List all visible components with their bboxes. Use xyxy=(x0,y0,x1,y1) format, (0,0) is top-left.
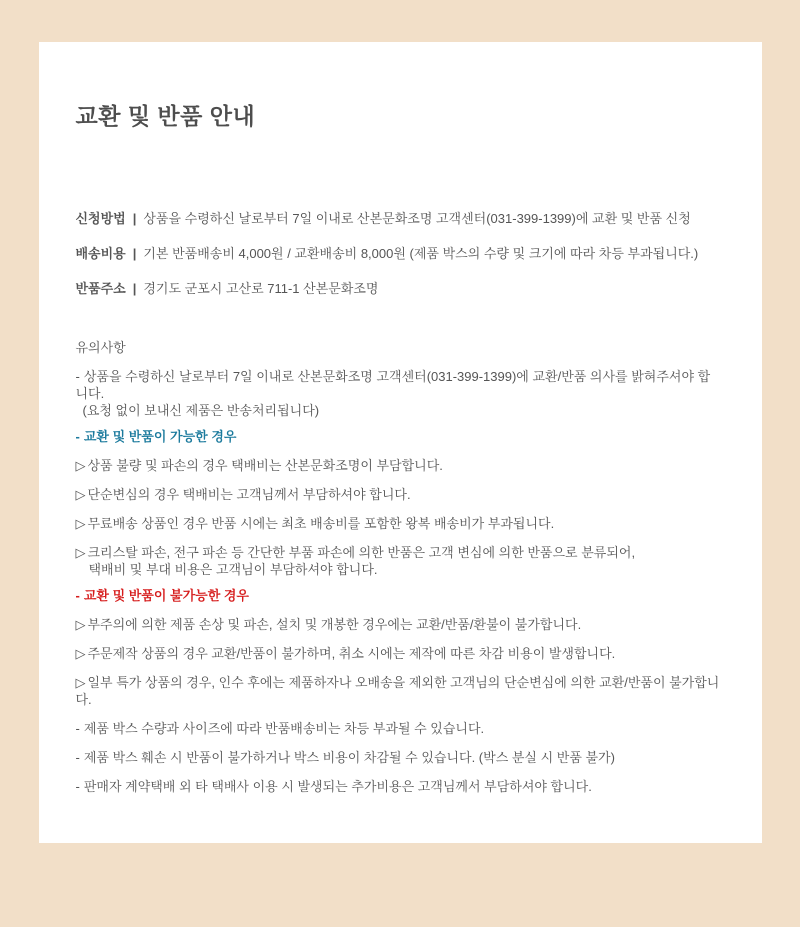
notice-item-text: 상품을 수령하신 날로부터 7일 이내로 산본문화조명 고객센터(031-399-1399)에 교환/반품 의사를 밝혀주셔야 합니다. xyxy=(75,369,711,401)
label-separator: | xyxy=(132,211,137,226)
info-label: 반품주소 xyxy=(75,281,126,296)
label-separator: | xyxy=(132,281,137,296)
policy-card xyxy=(39,42,762,843)
notice-item-text: 부주의에 의한 제품 손상 및 파손, 설치 및 개봉한 경우에는 교환/반품/환불이 불가합니다. xyxy=(87,617,582,632)
notice-item-text-line2: (요청 없이 보내신 제품은 반송처리됩니다) xyxy=(82,403,320,418)
bullet-marker: ▷ xyxy=(75,516,86,531)
notice-item-text: 제품 박스 훼손 시 반품이 불가하거나 박스 비용이 차감될 수 있습니다. (박스 분실 시 반품 불가) xyxy=(83,750,615,765)
notice-item xyxy=(76,587,722,604)
notice-item-text: 단순변심의 경우 택배비는 고객님께서 부담하셔야 합니다. xyxy=(87,487,411,502)
notice-heading: 유의사항 xyxy=(75,340,126,355)
bullet-marker: ▷ xyxy=(75,487,86,502)
notice-item-text: 크리스탈 파손, 전구 파손 등 간단한 부품 파손에 의한 반품은 고객 변심에 의한 반품으로 분류되어, xyxy=(87,545,636,560)
notice-item xyxy=(76,674,722,708)
notice-list xyxy=(76,368,722,795)
bullet-marker: - xyxy=(75,588,80,603)
notice-item xyxy=(76,368,722,419)
notice-item xyxy=(76,749,722,766)
bullet-marker: - xyxy=(75,779,80,794)
notice-item xyxy=(76,428,722,445)
bullet-marker: ▷ xyxy=(75,458,86,473)
info-row-return-address xyxy=(76,281,722,297)
info-value: 경기도 군포시 고산로 711-1 산본문화조명 xyxy=(143,281,379,296)
notice-item-text: 상품 불량 및 파손의 경우 택배비는 산본문화조명이 부담합니다. xyxy=(87,458,443,473)
page-title: 교환 및 반품 안내 xyxy=(75,103,256,129)
info-label: 신청방법 xyxy=(75,211,126,226)
notice-item-text: 주문제작 상품의 경우 교환/반품이 불가하며, 취소 시에는 제작에 따른 차감 비용이 발생합니다. xyxy=(87,646,616,661)
notice-item-text: 교환 및 반품이 가능한 경우 xyxy=(83,429,237,444)
notice-item-text: 교환 및 반품이 불가능한 경우 xyxy=(83,588,249,603)
bullet-marker: - xyxy=(75,429,80,444)
bullet-marker: ▷ xyxy=(75,545,86,560)
info-value: 기본 반품배송비 4,000원 / 교환배송비 8,000원 (제품 박스의 수량 및 크기에 따라 차등 부과됩니다.) xyxy=(143,246,699,261)
page-background xyxy=(0,42,800,843)
notice-section xyxy=(76,339,722,795)
notice-item-text: 제품 박스 수량과 사이즈에 따라 반품배송비는 차등 부과될 수 있습니다. xyxy=(83,721,485,736)
bullet-marker: ▷ xyxy=(75,675,86,690)
bullet-marker: ▷ xyxy=(75,646,86,661)
info-label: 배송비용 xyxy=(75,246,126,261)
info-value: 상품을 수령하신 날로부터 7일 이내로 산본문화조명 고객센터(031-399-1399)에 교환 및 반품 신청 xyxy=(143,211,691,226)
notice-item xyxy=(76,515,722,532)
bullet-marker: ▷ xyxy=(75,617,86,632)
notice-item xyxy=(76,457,722,474)
info-row-shipping-cost xyxy=(76,246,722,262)
notice-item xyxy=(76,778,722,795)
bullet-marker: - xyxy=(75,721,80,736)
info-row-apply-method xyxy=(76,211,722,227)
policy-summary xyxy=(76,211,722,297)
notice-item-text: 일부 특가 상품의 경우, 인수 후에는 제품하자나 오배송을 제외한 고객님의 단순변심에 의한 교환/반품이 불가합니다. xyxy=(75,675,720,707)
notice-item-text: 무료배송 상품인 경우 반품 시에는 최초 배송비를 포함한 왕복 배송비가 부과됩니다. xyxy=(87,516,555,531)
notice-item xyxy=(76,720,722,737)
notice-item-text-line2: 택배비 및 부대 비용은 고객님이 부담하셔야 합니다. xyxy=(88,562,378,577)
notice-item xyxy=(76,645,722,662)
notice-item-text: 판매자 계약택배 외 타 택배사 이용 시 발생되는 추가비용은 고객님께서 부담하셔야 합니다. xyxy=(83,779,592,794)
label-separator: | xyxy=(132,246,137,261)
notice-item xyxy=(76,616,722,633)
bullet-marker: - xyxy=(75,750,80,765)
notice-item xyxy=(76,486,722,503)
notice-item xyxy=(76,544,722,578)
bullet-marker: - xyxy=(75,369,80,384)
